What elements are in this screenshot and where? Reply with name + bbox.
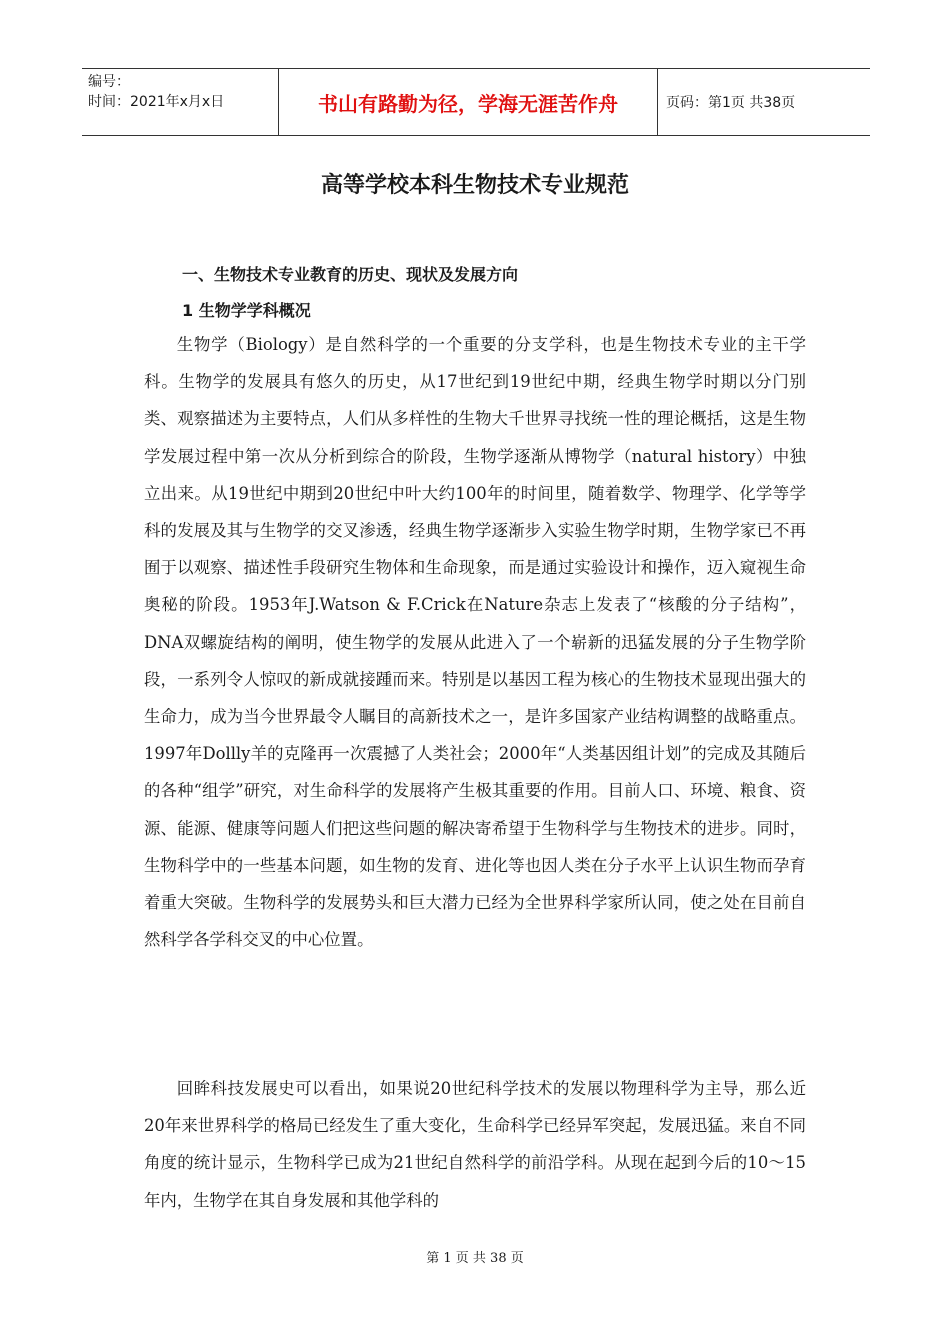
subsection-heading: 1 生物学学科概况 (182, 301, 311, 320)
section-heading: 一、生物技术专业教育的历史、现状及发展方向 (182, 265, 519, 284)
header-meta-cell (82, 69, 279, 135)
header-page-info: 页码：第1页 共38页 (666, 95, 796, 111)
header-motto: 书山有路勤为径，学海无涯苦作舟 (279, 69, 658, 135)
body-paragraph-2: 回眸科技发展史可以看出，如果说20世纪科学技术的发展以物理科学为主导，那么近20年来世界科学的格局已经发生了重大变化，生命科学已经异军突起，发展迅猛。来自不同角度的统计显示，生物科学已成为21世纪自然科学的前沿学科。从现在起到今后的10～15年内，生物学在其自身发展和其他学科的 (144, 1079, 806, 1210)
page-footer: 第 1 页 共 38 页 (426, 1251, 524, 1266)
body-paragraph-1: 生物学（Biology）是自然科学的一个重要的分支学科，也是生物技术专业的主干学科。生物学的发展具有悠久的历史，从17世纪到19世纪中期，经典生物学时期以分门别类、观察描述为主要特点，人们从多样性的生物大千世界寻找统一性的理论概括，这是生物学发展过程中第一次从分析到综合的阶段，生物学逐渐从博物学（natural history）中独立出来。从19世纪中期到20世纪中叶大约100年的时间里，随着数学、物理学、化学等学科的发展及其与生物学的交叉渗透，经典生物学逐渐步入实验生物学时期，生物学家已不再囿于以观察、描述性手段研究生物体和生命现象，而是通过实验设计和操作，迈入窥视生命奥秘的阶段。1953年J.Watson & F.Crick在Nature杂志上发表了“核酸的分子结构”，DNA双螺旋结构的阐明，使生物学的发展从此进入了一个崭新的迅猛发展的分子生物学阶段，一系列令人惊叹的新成就接踵而来。特别是以基因工程为核心的生物技术显现出强大的生命力，成为当今世界最令人瞩目的高新技术之一，是许多国家产业结构调整的战略重点。1997年Dollly羊的克隆再一次震撼了人类社会；2000年“人类基因组计划”的完成及其随后的各种“组学”研究，对生命科学的发展将产生极其重要的作用。目前人口、环境、粮食、资源、能源、健康等问题人们把这些问题的解决寄希望于生物科学与生物技术的进步。同时，生物科学中的一些基本问题，如生物的发育、进化等也因人类在分子水平上认识生物而孕育着重大突破。生物科学的发展势头和巨大潜力已经为全世界科学家所认同，使之处在目前自然科学各学科交叉的中心位置。 (144, 335, 806, 950)
document-time-label: 时间：2021年x月x日 (88, 94, 225, 110)
document-header (82, 68, 870, 136)
document-title: 高等学校本科生物技术专业规范 (320, 173, 629, 198)
document-number-label: 编号： (88, 74, 130, 90)
